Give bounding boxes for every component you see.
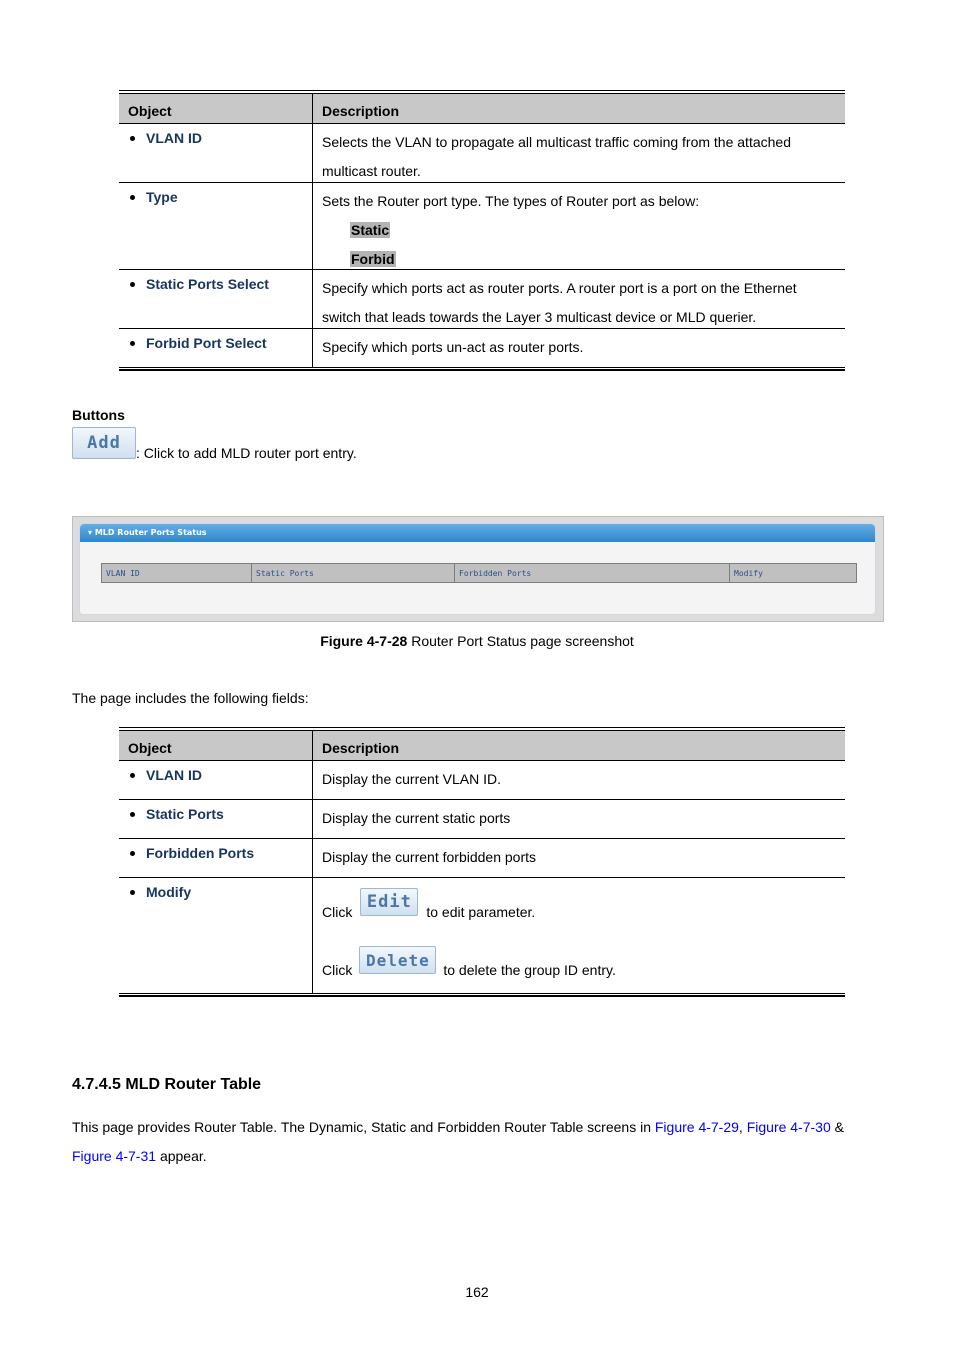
bullet-icon	[130, 773, 135, 778]
description-line: switch that leads towards the Layer 3 multicast device or MLD querier.	[322, 309, 757, 325]
figure-link-4-7-30[interactable]: Figure 4-7-30	[746, 1119, 831, 1135]
add-button-description	[72, 427, 357, 459]
object-name: VLAN ID	[146, 767, 202, 783]
status-panel	[79, 523, 876, 615]
object-name: Forbid Port Select	[146, 335, 267, 351]
object-name: Type	[146, 189, 178, 205]
column-modify: Modify	[734, 569, 763, 578]
description-line: Sets the Router port type. The types of Router port as below:	[322, 193, 700, 209]
router-port-fields-table	[119, 90, 845, 371]
section-paragraph	[72, 1113, 892, 1171]
object-name: Static Ports Select	[146, 276, 269, 292]
description-line: Display the current VLAN ID.	[322, 771, 501, 787]
figure-link-4-7-29[interactable]: Figure 4-7-29	[654, 1119, 739, 1135]
bullet-icon	[130, 282, 135, 287]
bullet-icon	[130, 851, 135, 856]
router-ports-status-screenshot	[72, 516, 884, 622]
column-header-object: Object	[119, 731, 313, 760]
bullet-icon	[130, 812, 135, 817]
click-text: Click	[322, 962, 353, 978]
description-line: Selects the VLAN to propagate all multicast traffic coming from the attached	[322, 134, 791, 150]
intro-text: The page includes the following fields:	[72, 690, 309, 706]
figure-link-4-7-31[interactable]: Figure 4-7-31	[72, 1148, 157, 1164]
table-row	[119, 761, 845, 800]
bullet-icon	[130, 136, 135, 141]
figure-caption	[0, 633, 954, 649]
table-row	[119, 329, 845, 367]
status-table-header	[101, 563, 857, 583]
table-row	[119, 183, 845, 270]
description-line: Specify which ports act as router ports. A router port is a port on the Ethernet	[322, 280, 797, 296]
column-header-description: Description	[322, 740, 400, 756]
table-row	[119, 270, 845, 329]
type-option-static: Static	[351, 222, 390, 238]
description-line: Specify which ports un-act as router ports.	[322, 339, 584, 355]
page-number: 162	[465, 1284, 489, 1300]
table-row	[119, 839, 845, 878]
add-button-text: : Click to add MLD router port entry.	[136, 445, 357, 461]
buttons-heading: Buttons	[72, 407, 125, 423]
table-row	[119, 800, 845, 839]
table-row	[119, 878, 845, 993]
section-title: 4.7.4.5 MLD Router Table	[72, 1076, 262, 1093]
figure-label: Figure 4-7-28	[320, 633, 408, 649]
delete-description: to delete the group ID entry.	[443, 962, 616, 978]
separator: &	[834, 1119, 844, 1135]
bullet-icon	[130, 341, 135, 346]
object-name: Modify	[146, 884, 192, 900]
column-vlan-id: VLAN ID	[102, 564, 252, 582]
description-line: Display the current forbidden ports	[322, 849, 536, 865]
description-line: multicast router.	[322, 163, 421, 179]
paragraph-text: This page provides Router Table. The Dynamic, Static and Forbidden Router Table screens in	[72, 1119, 651, 1135]
table-row	[119, 124, 845, 183]
description-line: Display the current static ports	[322, 810, 511, 826]
object-name: Forbidden Ports	[146, 845, 255, 861]
bullet-icon	[130, 890, 135, 895]
panel-title-text: MLD Router Ports Status	[94, 528, 207, 537]
column-header-description: Description	[322, 103, 400, 119]
add-button[interactable]: Add	[72, 427, 136, 459]
paragraph-text: appear.	[159, 1148, 207, 1164]
object-name: Static Ports	[146, 806, 224, 822]
object-name: VLAN ID	[146, 130, 202, 146]
status-fields-table	[119, 727, 845, 997]
column-forbidden-ports: Forbidden Ports	[455, 564, 730, 582]
delete-button[interactable]: Delete	[359, 946, 436, 974]
bullet-icon	[130, 195, 135, 200]
figure-caption-text: Router Port Status page screenshot	[407, 633, 634, 649]
collapse-arrow-icon[interactable]: ▾	[88, 528, 93, 537]
edit-description: to edit parameter.	[426, 904, 536, 920]
panel-title	[80, 524, 875, 542]
column-header-object: Object	[119, 94, 313, 123]
column-static-ports: Static Ports	[252, 564, 455, 582]
edit-button[interactable]: Edit	[360, 888, 418, 916]
separator: ,	[738, 1119, 743, 1135]
click-text: Click	[322, 904, 353, 920]
type-option-forbid: Forbid	[351, 251, 395, 267]
